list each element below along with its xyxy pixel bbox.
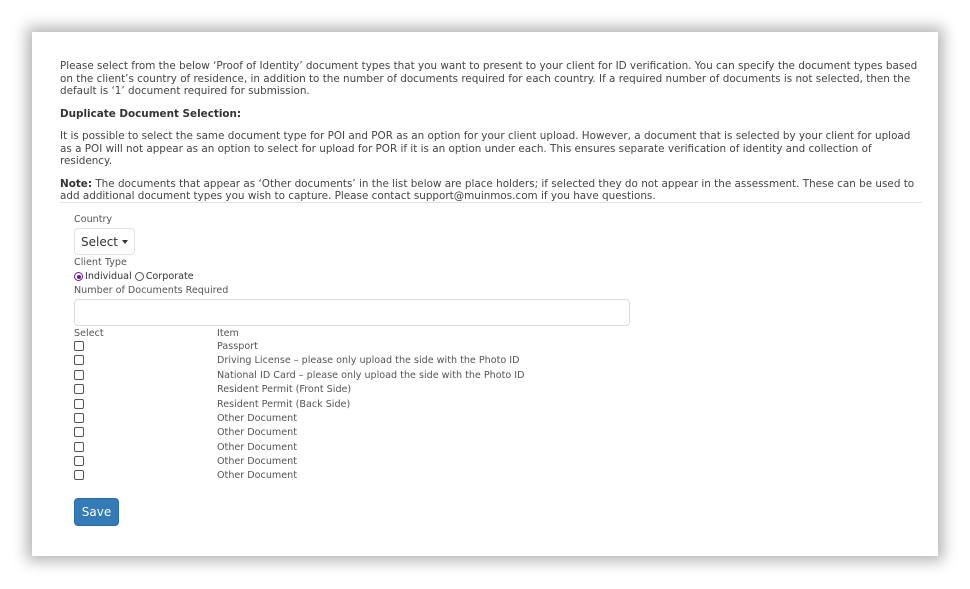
document-label: National ID Card – please only upload the side with the Photo ID [217,370,525,381]
note-text: The documents that appear as ‘Other documents’ in the list below are place holders; if selected they do not appear in the assessment. These can be used to add additional document types you wish to capture. Please contact support@muinmos.com if you have questions. [60,177,915,202]
client-type-label: Client Type [74,257,127,268]
document-row [74,412,674,426]
note-paragraph [60,178,918,203]
document-row [74,455,674,469]
document-row [74,340,674,354]
radio-individual[interactable] [74,272,83,281]
document-checkbox[interactable] [74,341,84,351]
document-checkbox[interactable] [74,456,84,466]
document-label: Other Document [217,442,297,453]
duplicate-paragraph: It is possible to select the same document type for POI and POR as an option for your client upload. However, a document that is selected by your client for upload as a POI will not appear as an option to select for upload for POR if it is an option under each. This ensures separate verification of identity and collection of residency. [60,130,911,167]
section-divider [60,202,922,203]
col-select-header: Select [74,328,104,339]
document-row [74,383,674,397]
num-docs-input[interactable] [74,299,630,326]
intro-paragraph: Please select from the below ‘Proof of Identity’ document types that you want to present to your client for ID verification. You can specify the document types based on the client’s country of residence, in addition to the number of documents required for each country. If a required number of documents is not selected, then the default is ‘1’ document required for submission. [60,60,918,97]
document-row [74,441,674,455]
document-checkbox[interactable] [74,470,84,480]
duplicate-heading: Duplicate Document Selection: [60,107,242,120]
col-item-header: Item [217,328,239,339]
country-select-value: Select [80,234,119,249]
note-label: Note: [60,177,93,190]
radio-individual-label[interactable]: Individual [85,271,132,282]
document-label: Other Document [217,413,297,424]
radio-corporate-label[interactable]: Corporate [145,271,194,282]
document-row [74,469,674,483]
client-type-radio-group [74,271,197,282]
document-checkbox[interactable] [74,384,84,394]
document-label: Other Document [217,427,297,438]
document-checkbox[interactable] [74,442,84,452]
caret-down-icon [122,240,128,244]
document-row [74,354,674,368]
document-row [74,398,674,412]
country-label: Country [74,214,113,225]
document-label: Other Document [217,470,297,481]
document-row [74,369,674,383]
radio-corporate[interactable] [135,272,144,281]
document-row [74,426,674,440]
document-checkbox[interactable] [74,370,84,380]
intro-text [60,60,918,213]
document-checkbox[interactable] [74,427,84,437]
document-checkbox[interactable] [74,413,84,423]
settings-panel [32,32,938,556]
document-checkbox[interactable] [74,399,84,409]
document-label: Resident Permit (Front Side) [217,384,352,395]
document-label: Passport [217,341,258,352]
document-label: Driving License – please only upload the side with the Photo ID [217,355,520,366]
document-checkbox[interactable] [74,355,84,365]
save-button[interactable]: Save [74,498,119,526]
document-label: Other Document [217,456,297,467]
num-docs-label: Number of Documents Required [74,285,229,296]
document-label: Resident Permit (Back Side) [217,399,351,410]
country-select[interactable] [74,228,135,255]
